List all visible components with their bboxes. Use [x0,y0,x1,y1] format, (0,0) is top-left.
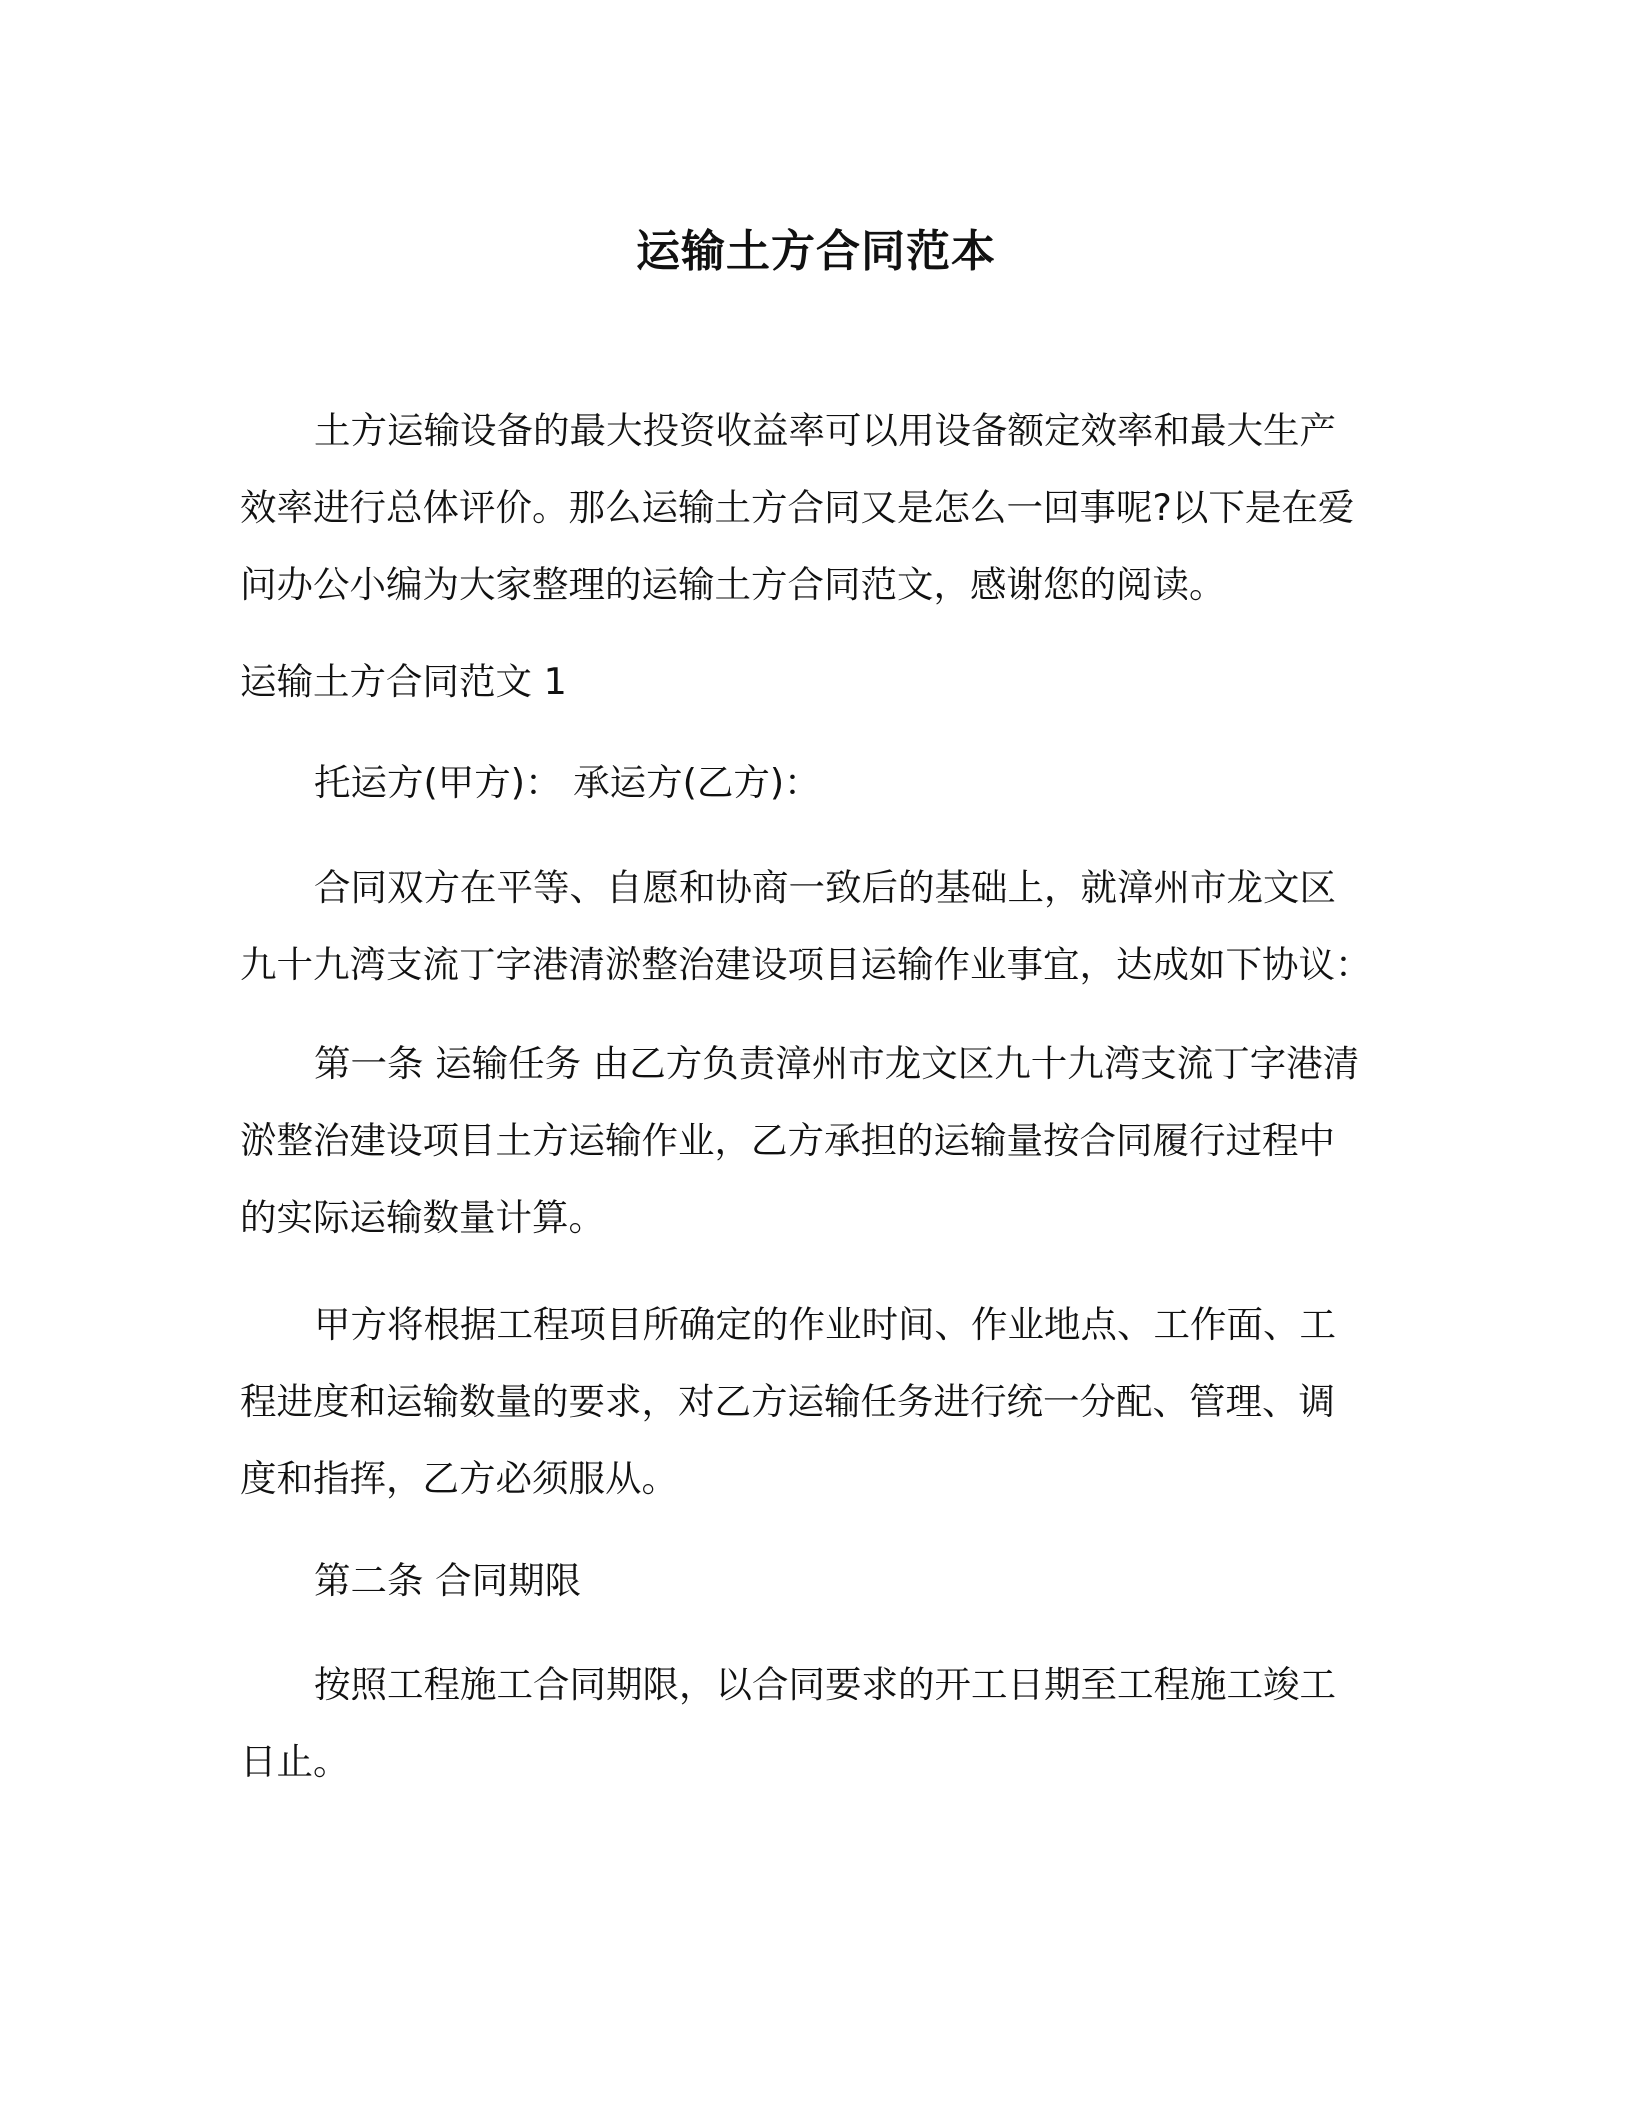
article-1-detail-paragraph [240,1286,1370,1517]
paragraph-line: 按照工程施工合同期限，以合同要求的开工日期至工程施工竣工 [314,1663,1336,1706]
paragraph-line: 的实际运输数量计算。 [240,1196,605,1239]
article-2-paragraph [240,1646,1370,1800]
paragraph-line: 日止。 [240,1740,350,1783]
document-title: 运输土方合同范本 [636,226,996,277]
article-2-heading-text: 第二条 合同期限 [314,1559,582,1602]
paragraph-line: 土方运输设备的最大投资收益率可以用设备额定效率和最大生产 [314,409,1336,452]
paragraph-line: 淤整治建设项目土方运输作业，乙方承担的运输量按合同履行过程中 [240,1119,1335,1162]
article-1-paragraph [240,1025,1370,1256]
article-2-heading [240,1542,1370,1619]
paragraph-line: 九十九湾支流丁字港清淤整治建设项目运输作业事宜，达成如下协议： [240,943,1372,986]
paragraph-line: 程进度和运输数量的要求，对乙方运输任务进行统一分配、管理、调 [240,1380,1335,1423]
intro-paragraph [240,392,1370,623]
paragraph-line: 度和指挥，乙方必须服从。 [240,1457,678,1500]
paragraph-line: 托运方(甲方)： 承运方(乙方)： [314,761,821,804]
paragraph-line: 效率进行总体评价。那么运输土方合同又是怎么一回事呢?以下是在爱 [240,486,1355,529]
agreement-paragraph [240,849,1370,1003]
paragraph-line: 问办公小编为大家整理的运输土方合同范文，感谢您的阅读。 [240,563,1226,606]
section-heading-text: 运输土方合同范文 1 [240,660,567,703]
paragraph-line: 合同双方在平等、自愿和协商一致后的基础上，就漳州市龙文区 [314,866,1336,909]
paragraph-line: 甲方将根据工程项目所确定的作业时间、作业地点、工作面、工 [314,1303,1336,1346]
paragraph-line: 第一条 运输任务 由乙方负责漳州市龙文区九十九湾支流丁字港清 [314,1042,1360,1085]
section-heading [240,643,1370,720]
parties-paragraph [240,744,1370,821]
